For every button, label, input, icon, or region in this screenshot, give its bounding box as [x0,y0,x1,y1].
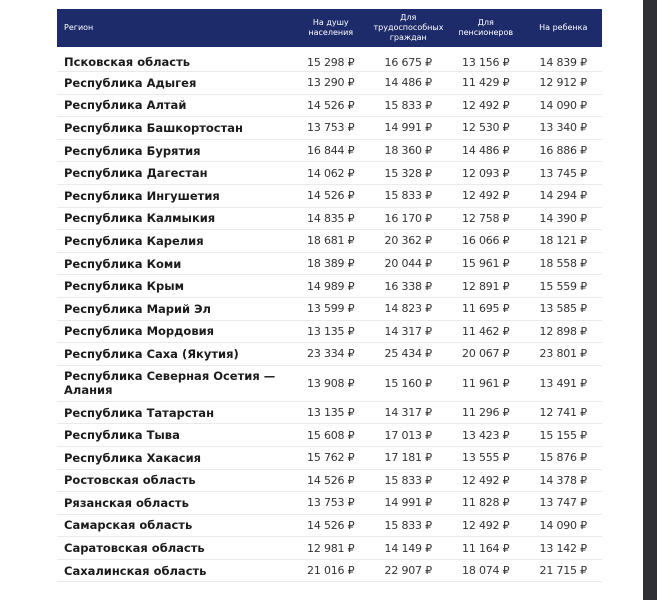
table-row [57,424,602,447]
region-name-cell: Республика Крым [57,275,292,298]
value-cell-child: 13 747 ₽ [525,492,603,515]
value-cell-workers: 14 486 ₽ [370,72,448,95]
value-cell-workers: 14 991 ₽ [370,492,448,515]
value-cell-child: 16 886 ₽ [525,139,603,162]
value-cell-per-capita: 13 135 ₽ [292,320,370,343]
subsistence-minimum-table [57,9,602,582]
value-cell-per-capita: 21 016 ₽ [292,559,370,582]
value-cell-per-capita: 23 334 ₽ [292,343,370,366]
region-name-cell: Саратовская область [57,537,292,560]
value-cell-per-capita: 14 526 ₽ [292,94,370,117]
value-cell-workers: 14 991 ₽ [370,117,448,140]
region-name-cell: Республика Адыгея [57,72,292,95]
table-row [57,537,602,560]
value-cell-workers: 20 044 ₽ [370,252,448,275]
value-cell-pensioners: 12 492 ₽ [447,94,525,117]
value-cell-per-capita: 14 062 ₽ [292,162,370,185]
value-cell-pensioners: 15 961 ₽ [447,252,525,275]
value-cell-per-capita: 14 526 ₽ [292,469,370,492]
value-cell-child: 12 741 ₽ [525,401,603,424]
region-name-cell: Республика Калмыкия [57,207,292,230]
value-cell-workers: 15 833 ₽ [370,469,448,492]
value-cell-workers: 17 181 ₽ [370,446,448,469]
value-cell-per-capita: 13 599 ₽ [292,297,370,320]
table-row [57,230,602,253]
table-row [57,275,602,298]
table-row [57,469,602,492]
value-cell-pensioners: 11 828 ₽ [447,492,525,515]
region-name-cell: Республика Коми [57,252,292,275]
value-cell-child: 15 155 ₽ [525,424,603,447]
value-cell-child: 12 898 ₽ [525,320,603,343]
value-cell-pensioners: 13 555 ₽ [447,446,525,469]
value-cell-per-capita: 15 608 ₽ [292,424,370,447]
value-cell-pensioners: 16 066 ₽ [447,230,525,253]
value-cell-pensioners: 18 074 ₽ [447,559,525,582]
header-per-capita: На душу населения [308,18,354,37]
value-cell-child: 14 090 ₽ [525,514,603,537]
value-cell-child: 14 378 ₽ [525,469,603,492]
document [57,9,602,582]
value-cell-per-capita: 18 389 ₽ [292,252,370,275]
region-name-cell: Республика Саха (Якутия) [57,343,292,366]
region-name-cell: Самарская область [57,514,292,537]
table-row [57,47,602,72]
region-name-cell: Сахалинская область [57,559,292,582]
value-cell-child: 14 090 ₽ [525,94,603,117]
value-cell-child: 14 294 ₽ [525,184,603,207]
value-cell-pensioners: 11 429 ₽ [447,72,525,95]
region-name-cell: Республика Марий Эл [57,297,292,320]
value-cell-pensioners: 12 530 ₽ [447,117,525,140]
value-cell-pensioners: 12 891 ₽ [447,275,525,298]
value-cell-child: 12 912 ₽ [525,72,603,95]
region-name-cell: Псковская область [57,47,292,72]
value-cell-workers: 15 833 ₽ [370,94,448,117]
value-cell-pensioners: 11 695 ₽ [447,297,525,320]
table-row [57,162,602,185]
value-cell-pensioners: 12 492 ₽ [447,514,525,537]
header-workers: Для трудоспособных граждан [373,13,444,42]
table-body [57,47,602,582]
value-cell-per-capita: 14 526 ₽ [292,514,370,537]
value-cell-pensioners: 14 486 ₽ [447,139,525,162]
value-cell-pensioners: 12 758 ₽ [447,207,525,230]
table-row [57,320,602,343]
region-name-cell: Республика Башкортостан [57,117,292,140]
value-cell-workers: 15 160 ₽ [370,365,448,401]
value-cell-pensioners: 12 093 ₽ [447,162,525,185]
value-cell-workers: 18 360 ₽ [370,139,448,162]
value-cell-child: 18 121 ₽ [525,230,603,253]
value-cell-per-capita: 13 753 ₽ [292,117,370,140]
table-row [57,514,602,537]
value-cell-workers: 22 907 ₽ [370,559,448,582]
region-name-cell: Республика Северная Осетия — Алания [57,365,292,401]
table-row [57,297,602,320]
table-row [57,401,602,424]
table-row [57,94,602,117]
header-row [57,9,602,47]
table-row [57,492,602,515]
table-header [57,9,602,47]
table-row [57,252,602,275]
value-cell-workers: 15 328 ₽ [370,162,448,185]
table-row [57,184,602,207]
value-cell-pensioners: 12 492 ₽ [447,469,525,492]
table-row [57,446,602,469]
value-cell-pensioners: 13 423 ₽ [447,424,525,447]
value-cell-workers: 16 338 ₽ [370,275,448,298]
table-row [57,207,602,230]
value-cell-child: 15 559 ₽ [525,275,603,298]
value-cell-workers: 15 833 ₽ [370,184,448,207]
value-cell-per-capita: 13 908 ₽ [292,365,370,401]
value-cell-pensioners: 11 462 ₽ [447,320,525,343]
value-cell-workers: 17 013 ₽ [370,424,448,447]
region-name-cell: Республика Алтай [57,94,292,117]
value-cell-per-capita: 13 290 ₽ [292,72,370,95]
value-cell-pensioners: 11 961 ₽ [447,365,525,401]
value-cell-workers: 16 675 ₽ [370,47,448,72]
value-cell-child: 14 390 ₽ [525,207,603,230]
region-name-cell: Республика Карелия [57,230,292,253]
value-cell-workers: 14 149 ₽ [370,537,448,560]
value-cell-pensioners: 20 067 ₽ [447,343,525,366]
region-name-cell: Рязанская область [57,492,292,515]
value-cell-workers: 14 823 ₽ [370,297,448,320]
table-row [57,343,602,366]
value-cell-workers: 15 833 ₽ [370,514,448,537]
value-cell-pensioners: 12 492 ₽ [447,184,525,207]
region-name-cell: Республика Ингушетия [57,184,292,207]
value-cell-per-capita: 14 526 ₽ [292,184,370,207]
value-cell-workers: 16 170 ₽ [370,207,448,230]
table-row [57,72,602,95]
value-cell-child: 13 585 ₽ [525,297,603,320]
region-name-cell: Республика Бурятия [57,139,292,162]
value-cell-workers: 14 317 ₽ [370,401,448,424]
value-cell-pensioners: 13 156 ₽ [447,47,525,72]
value-cell-child: 21 715 ₽ [525,559,603,582]
value-cell-child: 13 142 ₽ [525,537,603,560]
table-row [57,139,602,162]
value-cell-per-capita: 13 135 ₽ [292,401,370,424]
value-cell-per-capita: 12 981 ₽ [292,537,370,560]
value-cell-child: 15 876 ₽ [525,446,603,469]
region-name-cell: Республика Тыва [57,424,292,447]
table-row [57,117,602,140]
header-region: Регион [64,23,94,32]
value-cell-per-capita: 15 762 ₽ [292,446,370,469]
region-name-cell: Республика Мордовия [57,320,292,343]
region-name-cell: Республика Татарстан [57,401,292,424]
value-cell-per-capita: 14 835 ₽ [292,207,370,230]
value-cell-pensioners: 11 296 ₽ [447,401,525,424]
value-cell-pensioners: 11 164 ₽ [447,537,525,560]
value-cell-per-capita: 16 844 ₽ [292,139,370,162]
header-child: На ребенка [539,23,588,32]
value-cell-workers: 14 317 ₽ [370,320,448,343]
value-cell-per-capita: 13 753 ₽ [292,492,370,515]
region-name-cell: Республика Хакасия [57,446,292,469]
value-cell-child: 13 340 ₽ [525,117,603,140]
value-cell-workers: 20 362 ₽ [370,230,448,253]
value-cell-per-capita: 14 989 ₽ [292,275,370,298]
value-cell-child: 13 491 ₽ [525,365,603,401]
value-cell-child: 13 745 ₽ [525,162,603,185]
table-row [57,559,602,582]
value-cell-child: 18 558 ₽ [525,252,603,275]
table-row [57,365,602,401]
value-cell-per-capita: 15 298 ₽ [292,47,370,72]
value-cell-child: 23 801 ₽ [525,343,603,366]
region-name-cell: Ростовская область [57,469,292,492]
value-cell-child: 14 839 ₽ [525,47,603,72]
value-cell-per-capita: 18 681 ₽ [292,230,370,253]
region-name-cell: Республика Дагестан [57,162,292,185]
value-cell-workers: 25 434 ₽ [370,343,448,366]
header-pensioners: Для пенсионеров [458,18,514,37]
